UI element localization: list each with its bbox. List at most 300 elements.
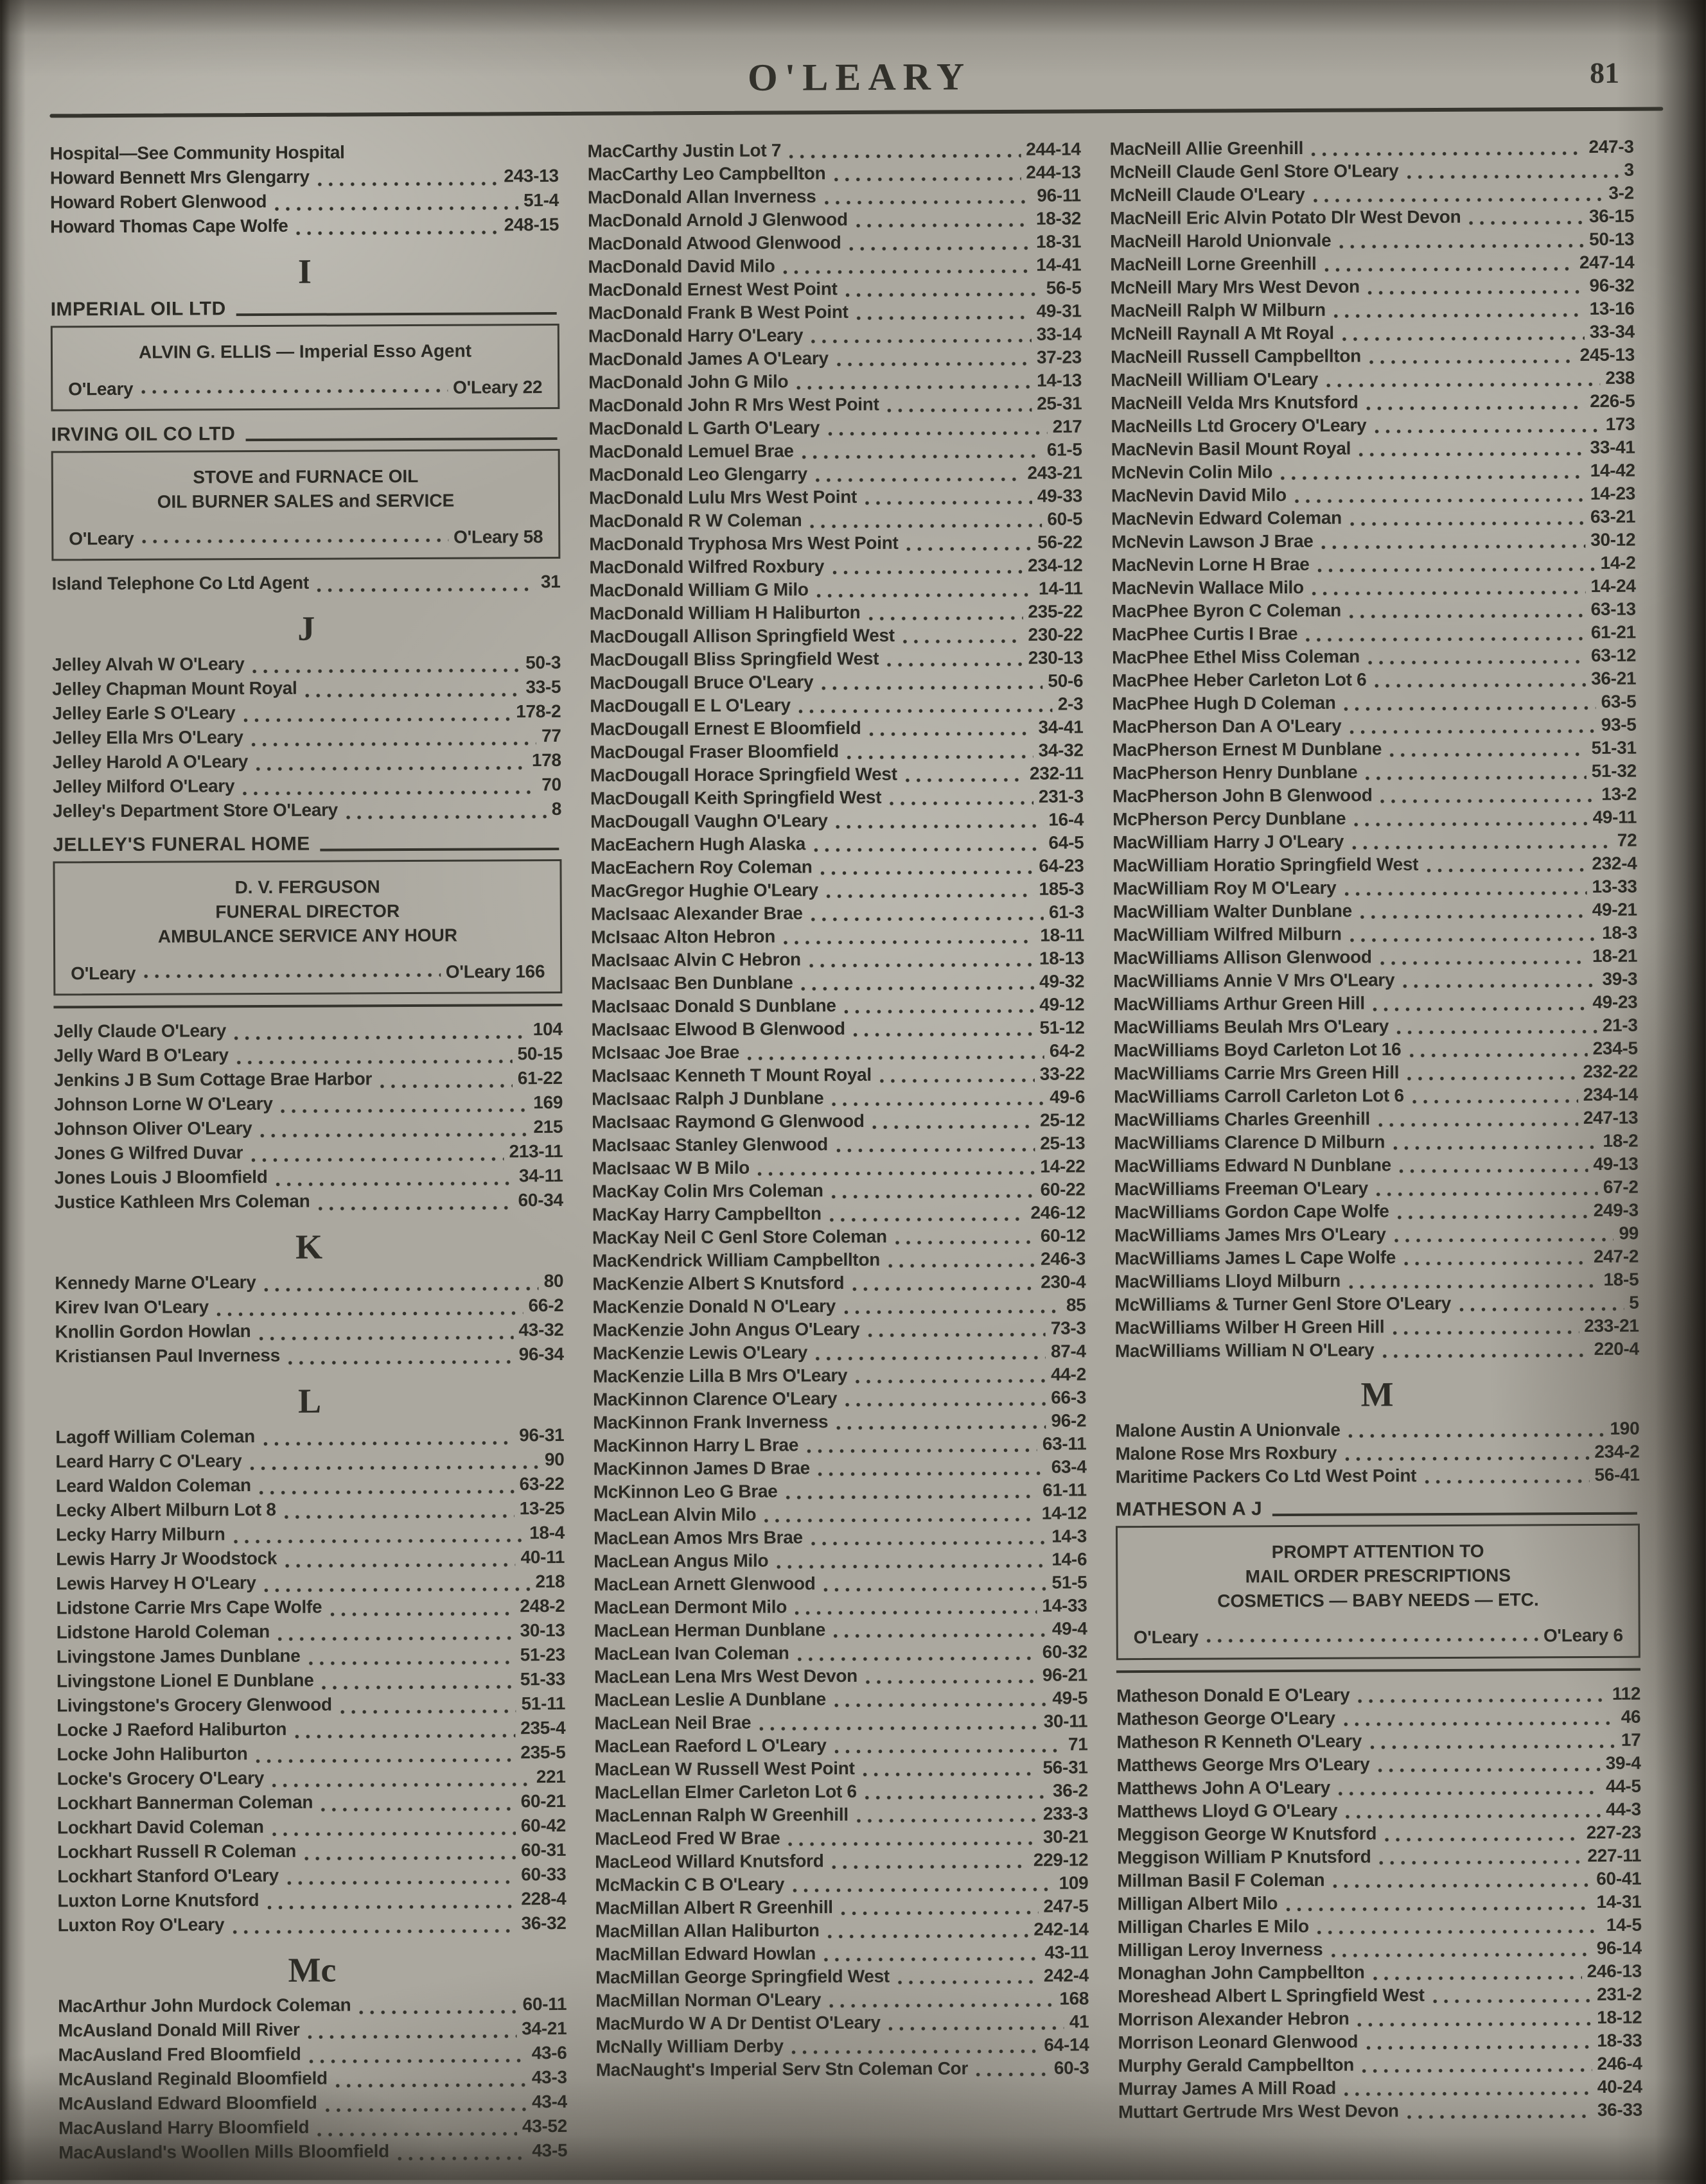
- dot-leader: [1379, 1860, 1583, 1865]
- entry-name: MacLean W Russell West Point: [594, 1758, 855, 1779]
- ad-title-rule: [245, 437, 557, 441]
- entry-number: 49-12: [1039, 994, 1085, 1015]
- entry-number: 49-33: [1037, 485, 1083, 506]
- dot-leader: [1369, 359, 1575, 364]
- entry-number: 243-21: [1027, 462, 1082, 483]
- entry-name: MacEachern Roy Coleman: [590, 857, 813, 878]
- entry-number: 60-31: [520, 1839, 567, 1860]
- directory-entry: [588, 416, 1082, 441]
- dot-leader: [277, 1636, 515, 1641]
- entry-name: McIsaac Joe Brae: [591, 1042, 740, 1063]
- dot-leader: [304, 692, 520, 697]
- entry-name: Luxton Lorne Knutsford: [57, 1889, 259, 1911]
- dot-leader: [267, 1904, 516, 1910]
- directory-entry: [58, 2092, 567, 2118]
- entry-name: MacWilliams Gordon Cape Wolfe: [1114, 1201, 1389, 1223]
- dot-leader: [256, 765, 527, 771]
- entry-number: 247-13: [1583, 1107, 1639, 1128]
- entry-number: 14-12: [1041, 1503, 1087, 1523]
- dot-leader: [308, 1660, 514, 1665]
- entry-number: 33-14: [1036, 324, 1082, 344]
- directory-entry: [54, 1068, 563, 1094]
- directory-entry: [593, 1410, 1086, 1435]
- entry-number: 244-13: [1026, 162, 1081, 182]
- entry-number: 63-22: [519, 1473, 565, 1494]
- entry-name: MacIsaac Stanley Glenwood: [592, 1134, 828, 1155]
- entry-number: 234-2: [1594, 1441, 1640, 1462]
- directory-entry: [55, 1271, 563, 1297]
- dot-leader: [798, 708, 1053, 714]
- entry-name: MacPherson Ernest M Dunblane: [1112, 738, 1382, 760]
- directory-entry: [1114, 1015, 1638, 1041]
- entry-name: Knollin Gordon Howlan: [55, 1320, 251, 1342]
- dot-leader: [272, 1782, 531, 1788]
- dot-leader: [889, 801, 1033, 806]
- entry-name: MacEachern Hugh Alaska: [590, 834, 806, 855]
- ad-line: STOVE and FURNACE OIL: [193, 466, 419, 487]
- entry-name: MacIsaac Ralph J Dunblane: [591, 1088, 824, 1109]
- entry-name: MacDougall Ernest E Bloomfield: [590, 717, 861, 739]
- entry-number: 33-34: [1589, 321, 1635, 342]
- entry-number: 246-4: [1597, 2053, 1642, 2074]
- dot-leader: [1349, 613, 1586, 619]
- entry-name: Johnson Lorne W O'Leary: [54, 1093, 273, 1115]
- dot-leader: [879, 1078, 1035, 1083]
- ad-phone: O'Leary 6: [1543, 1625, 1623, 1646]
- dot-leader: [1459, 1307, 1624, 1312]
- section-letter: K: [295, 1227, 323, 1266]
- directory-entry: [594, 1618, 1087, 1643]
- entry-number: 30-11: [1043, 1711, 1088, 1731]
- entry-name: MacNeill Eric Alvin Potato Dlr West Devon: [1110, 206, 1461, 229]
- dot-leader: [1330, 1952, 1591, 1958]
- directory-entry: [590, 832, 1084, 857]
- dot-leader: [236, 1059, 513, 1065]
- dot-leader: [886, 662, 1023, 667]
- ad-header: [51, 297, 559, 320]
- dot-leader: [1402, 983, 1597, 988]
- entry-number: 31: [540, 572, 561, 592]
- entry-number: 230-22: [1028, 624, 1083, 645]
- entry-name: Murray James A Mill Road: [1118, 2077, 1337, 2099]
- dot-leader: [855, 1379, 1046, 1384]
- entry-name: MacMillan Norman O'Leary: [595, 1989, 822, 2011]
- dot-leader: [843, 1309, 1061, 1315]
- directory-entry: [1112, 599, 1636, 625]
- directory-entry: [588, 162, 1081, 187]
- directory-entry: [1111, 484, 1635, 509]
- entry-number: 213-11: [509, 1140, 563, 1162]
- directory-entry: [592, 1040, 1085, 1065]
- entry-name: Murphy Gerald Campbellton: [1118, 2054, 1355, 2075]
- entry-number: 25-12: [1040, 1110, 1086, 1130]
- dot-leader: [1342, 336, 1585, 342]
- directory-entry: [594, 1711, 1087, 1736]
- dot-leader: [1345, 1813, 1601, 1819]
- entry-name: MacDonald John R Mrs West Point: [588, 394, 879, 415]
- directory-entry: [1111, 322, 1635, 347]
- entry-number: 234-14: [1583, 1084, 1639, 1105]
- dot-leader: [264, 1587, 531, 1593]
- entry-number: 218: [535, 1571, 565, 1592]
- entry-name: Leard Harry C O'Leary: [55, 1451, 242, 1472]
- dot-leader: [330, 1611, 514, 1616]
- dot-leader: [286, 1880, 516, 1885]
- ad-exchange-name: O'Leary: [1133, 1627, 1199, 1648]
- dot-leader: [1326, 382, 1600, 388]
- entry-name: Maritime Packers Co Ltd West Point: [1115, 1465, 1417, 1487]
- directory-entry: [57, 1815, 566, 1842]
- directory-entry: [589, 555, 1082, 580]
- dot-leader: [256, 1758, 516, 1763]
- entry-name: Morrison Alexander Hebron: [1118, 2008, 1350, 2029]
- directory-column: [1110, 137, 1642, 2125]
- entry-number: 51-32: [1591, 760, 1637, 781]
- entry-name: MacDonald R W Coleman: [589, 510, 802, 531]
- entry-name: Lecky Harry Milburn: [55, 1524, 225, 1545]
- dot-leader: [1367, 660, 1586, 665]
- directory-entry: [594, 1572, 1087, 1597]
- entry-name: MacDonald Allan Inverness: [587, 186, 816, 207]
- entry-name: Matthews Lloyd G O'Leary: [1116, 1800, 1338, 1821]
- directory-entry: [1112, 645, 1636, 671]
- entry-number: 235-22: [1028, 601, 1083, 622]
- directory-entry: [58, 2067, 567, 2093]
- directory-entry: [57, 1889, 566, 1915]
- entry-name: MacIsaac Elwood B Glenwood: [591, 1018, 845, 1040]
- ad-line: AMBULANCE SERVICE ANY HOUR: [157, 925, 458, 947]
- directory-entry: [57, 1718, 565, 1744]
- entry-number: 233-21: [1584, 1315, 1639, 1336]
- ad-line: OIL BURNER SALES and SERVICE: [157, 490, 455, 512]
- dot-leader: [281, 1108, 529, 1114]
- entry-name: MacDonald Lemuel Brae: [588, 441, 794, 462]
- entry-number: 60-33: [521, 1864, 567, 1885]
- entry-number: 235-4: [520, 1717, 566, 1738]
- ad-line: PROMPT ATTENTION TO: [1271, 1541, 1484, 1562]
- ad-phone: O'Leary 166: [445, 961, 545, 982]
- entry-name: MacWilliams Boyd Carleton Lot 16: [1113, 1039, 1402, 1061]
- dot-leader: [346, 814, 547, 819]
- directory-entry: [590, 578, 1083, 603]
- dot-leader: [288, 1359, 514, 1365]
- directory-entry: [590, 809, 1084, 834]
- directory-entry: [593, 1364, 1086, 1389]
- entry-number: 36-21: [1591, 668, 1637, 688]
- entry-name: Justice Kathleen Mrs Coleman: [54, 1191, 310, 1212]
- directory-entry: [594, 1549, 1087, 1574]
- entry-name: MacDougall Allison Springfield West: [589, 625, 895, 647]
- directory-entry: [1118, 1937, 1642, 1963]
- entry-number: 36-15: [1588, 205, 1635, 226]
- directory-entry: [1113, 900, 1637, 925]
- entry-number: 173: [1605, 414, 1635, 434]
- entry-name: Matthews George Mrs O'Leary: [1116, 1754, 1370, 1775]
- entry-name: Lockhart Stanford O'Leary: [57, 1865, 279, 1887]
- dot-leader: [764, 1517, 1037, 1523]
- directory-entry: [1110, 275, 1634, 301]
- entry-name: MacPherson Henry Dunblane: [1112, 762, 1358, 783]
- directory-entry: [1112, 738, 1637, 764]
- entry-name: MacDougall Bliss Springfield West: [590, 648, 879, 670]
- entry-name: MacWilliams Allison Glenwood: [1113, 947, 1372, 968]
- directory-entry: [1112, 692, 1636, 717]
- entry-name: MacWilliam Roy M O'Leary: [1112, 877, 1337, 899]
- entry-number: 99: [1619, 1223, 1639, 1243]
- directory-entry: [55, 1425, 564, 1451]
- directory-entry: [593, 1387, 1086, 1412]
- directory-entry: [592, 1295, 1086, 1320]
- directory-entry: [594, 1480, 1087, 1505]
- dot-leader: [833, 177, 1021, 182]
- dot-leader: [747, 1055, 1044, 1061]
- directory-entry: [588, 324, 1082, 349]
- entry-name: MacLeod Fred W Brae: [595, 1828, 780, 1849]
- entry-name: MacWilliam Horatio Springfield West: [1112, 854, 1419, 876]
- directory-entry: [1118, 1984, 1642, 2009]
- directory-entry: [595, 1873, 1088, 1898]
- entry-name: McKinnon Leo G Brae: [593, 1481, 778, 1502]
- entry-name: MacPherson John B Glenwood: [1112, 785, 1373, 807]
- directory-entry: [55, 1166, 563, 1192]
- dot-leader: [1468, 220, 1584, 225]
- entry-number: 230-4: [1041, 1271, 1086, 1292]
- dot-leader: [234, 1035, 528, 1040]
- dot-leader: [249, 1465, 540, 1471]
- dot-leader: [1333, 313, 1585, 319]
- entry-number: 50-15: [517, 1043, 563, 1064]
- directory-entry: [592, 1063, 1085, 1088]
- dot-leader: [845, 292, 1041, 297]
- entry-name: Luxton Roy O'Leary: [57, 1914, 225, 1935]
- entry-name: Lecky Albert Milburn Lot 8: [55, 1499, 276, 1521]
- entry-name: MacGregor Hughie O'Leary: [590, 880, 818, 901]
- dot-leader: [1338, 1790, 1601, 1796]
- directory-entry: [1111, 507, 1635, 532]
- directory-entry: [588, 139, 1081, 164]
- entry-number: 90: [544, 1449, 565, 1469]
- entry-name: MacMillan George Springfield West: [595, 1966, 890, 1987]
- dot-leader: [1305, 636, 1586, 642]
- dot-leader: [263, 1440, 514, 1446]
- entry-number: 44-3: [1605, 1799, 1641, 1819]
- entry-name: MacNeill Velda Mrs Knutsford: [1111, 392, 1359, 414]
- directory-entry: [1115, 1339, 1639, 1365]
- ad-box: [53, 859, 562, 995]
- entry-name: MacIsaac Alexander Brae: [590, 903, 803, 924]
- entry-name: Livingstone Lionel E Dunblane: [56, 1670, 314, 1691]
- entry-name: Howard Bennett Mrs Glengarry: [49, 166, 310, 188]
- dot-leader: [380, 1083, 513, 1088]
- directory-entry: [1116, 1706, 1640, 1732]
- directory-entry: [57, 1864, 566, 1891]
- entry-name: McWilliams & Turner Genl Store O'Leary: [1114, 1293, 1452, 1315]
- dot-leader: [1396, 1029, 1597, 1035]
- dot-leader: [335, 2083, 527, 2088]
- entry-name: MacWilliams Charles Greenhill: [1114, 1108, 1371, 1130]
- entry-name: MacLean Dermont Milo: [594, 1596, 787, 1618]
- section-letter: L: [297, 1381, 322, 1420]
- dot-leader: [259, 1489, 514, 1495]
- dot-leader: [895, 1240, 1035, 1245]
- dot-leader: [1348, 1433, 1605, 1438]
- entry-name: MacDonald Harry O'Leary: [588, 325, 804, 346]
- dot-leader: [821, 685, 1042, 691]
- entry-name: MacWilliam Wilfred Milburn: [1112, 923, 1342, 945]
- directory-entry: [1112, 668, 1636, 694]
- entry-name: Kirev Ivan O'Leary: [55, 1297, 209, 1318]
- entry-name: MacLean Raeford L O'Leary: [594, 1735, 827, 1756]
- entry-number: 64-23: [1039, 855, 1084, 876]
- entry-name: Jelley Harold A O'Leary: [52, 751, 249, 773]
- entry-number: 60-41: [1596, 1868, 1642, 1889]
- dot-leader: [791, 2049, 1039, 2055]
- directory-entry: [54, 1092, 563, 1119]
- directory-entry: [57, 1767, 566, 1793]
- ad-box: [1116, 1524, 1640, 1660]
- directory-entry: [53, 774, 561, 801]
- entry-name: Milligan Albert Milo: [1117, 1892, 1278, 1914]
- directory-entry: [58, 2140, 567, 2167]
- entry-name: Jones Louis J Bloomfield: [54, 1166, 268, 1188]
- directory-entry: [1111, 530, 1635, 555]
- dot-leader: [863, 1772, 1038, 1777]
- entry-number: 93-5: [1601, 714, 1637, 735]
- dot-leader: [1426, 868, 1587, 873]
- dot-leader: [1321, 544, 1586, 550]
- entry-name: MacAusland Harry Bloomfield: [58, 2117, 310, 2138]
- entry-name: MacNevin Basil Mount Royal: [1111, 438, 1351, 460]
- entry-name: MacWilliam Walter Dunblane: [1112, 900, 1352, 922]
- dot-leader: [827, 431, 1048, 436]
- dot-leader: [272, 1831, 516, 1837]
- dot-leader: [1394, 1237, 1614, 1243]
- dot-leader: [836, 1425, 1046, 1430]
- entry-number: 96-14: [1596, 1937, 1642, 1958]
- entry-number: 87-4: [1050, 1341, 1086, 1361]
- entry-name: Livingstone James Dunblane: [56, 1645, 301, 1667]
- entry-name: MacKenzie Lilla B Mrs O'Leary: [592, 1365, 848, 1386]
- dot-leader: [294, 1733, 515, 1739]
- entry-number: 178-2: [516, 701, 561, 722]
- entry-name: MacPhee Curtis I Brae: [1111, 623, 1298, 645]
- ad-phone: O'Leary 58: [453, 526, 543, 547]
- entry-number: 226-5: [1590, 390, 1635, 411]
- dot-leader: [872, 1124, 1035, 1130]
- dot-leader: [856, 315, 1032, 320]
- entry-name: Jelly Claude O'Leary: [53, 1020, 226, 1042]
- dot-leader: [832, 1864, 1028, 1869]
- entry-number: 61-5: [1046, 439, 1082, 460]
- entry-number: 37-23: [1036, 347, 1082, 367]
- directory-entry: [1111, 437, 1635, 463]
- entry-number: 14-42: [1590, 460, 1635, 480]
- entry-name: McNeill Raynall A Mt Royal: [1110, 322, 1334, 344]
- entry-name: Jelley Ella Mrs O'Leary: [52, 727, 243, 748]
- entry-name: Millman Basil F Coleman: [1117, 1869, 1325, 1891]
- entry-number: 18-2: [1603, 1130, 1639, 1151]
- entry-name: MacNeill Lorne Greenhill: [1110, 253, 1317, 275]
- directory-entry: [57, 1693, 565, 1720]
- entry-name: Locke John Haliburton: [57, 1743, 248, 1765]
- directory-entry: [588, 370, 1082, 395]
- directory-entry: [1112, 622, 1636, 648]
- directory-entry: [1111, 460, 1635, 486]
- entry-name: MacAusland's Woollen Mills Bloomfield: [58, 2141, 389, 2163]
- entry-name: Lidstone Carrie Mrs Cape Wolfe: [56, 1596, 322, 1618]
- directory-entry: [589, 532, 1082, 557]
- directory-entry: [590, 717, 1083, 742]
- dot-leader: [1350, 521, 1585, 527]
- directory-entry: [1112, 830, 1637, 856]
- entry-number: 51-12: [1039, 1017, 1085, 1038]
- entry-number: 96-2: [1051, 1410, 1087, 1431]
- entry-number: 234-5: [1592, 1038, 1638, 1058]
- entry-name: Monaghan John Campbellton: [1117, 1962, 1365, 1983]
- directory-entry: [594, 1526, 1087, 1551]
- entry-number: 178: [531, 750, 561, 771]
- directory-entry: [592, 1133, 1085, 1158]
- entry-name: Jelley Milford O'Leary: [52, 776, 235, 797]
- directory-entry: [588, 254, 1081, 279]
- dot-leader: [831, 1101, 1044, 1106]
- dot-leader: [274, 205, 518, 211]
- directory-entry: [591, 902, 1084, 927]
- directory-entry: [1110, 206, 1634, 232]
- entry-number: 63-5: [1601, 691, 1637, 712]
- dot-leader: [865, 1679, 1037, 1684]
- ad-title-rule: [321, 848, 559, 852]
- directory-entry: [1114, 1154, 1638, 1180]
- dot-leader: [783, 939, 1035, 945]
- entry-number: 233-3: [1042, 1803, 1088, 1824]
- dot-leader: [1366, 2045, 1592, 2050]
- directory-entry: [57, 1742, 565, 1769]
- ad-box: [51, 449, 561, 561]
- dot-leader: [887, 408, 1032, 413]
- directory-entry: [1114, 1108, 1638, 1133]
- entry-number: 18-5: [1603, 1269, 1639, 1289]
- entry-number: 43-52: [522, 2115, 568, 2136]
- directory-entry: [595, 2011, 1089, 2036]
- ad-box: [51, 324, 560, 412]
- directory-entry: [1116, 1729, 1640, 1755]
- entry-number: 49-5: [1052, 1688, 1088, 1708]
- directory-entry: [590, 855, 1084, 880]
- dot-leader: [787, 1841, 1038, 1847]
- entry-number: 96-34: [518, 1343, 564, 1365]
- entry-number: 34-11: [518, 1165, 563, 1186]
- page-title: O'LEARY: [747, 55, 972, 99]
- entry-number: 49-13: [1593, 1153, 1639, 1174]
- entry-number: 14-31: [1596, 1891, 1642, 1912]
- entry-number: 50-3: [525, 652, 561, 673]
- directory-entry: [55, 1344, 564, 1370]
- entry-number: 51-33: [520, 1668, 566, 1690]
- dot-leader: [1389, 752, 1586, 757]
- directory-entry: [1117, 1868, 1641, 1894]
- dot-leader: [1393, 1145, 1597, 1150]
- entry-name: Morrison Leonard Glenwood: [1118, 2031, 1359, 2052]
- entry-name: MacDougall Horace Springfield West: [590, 764, 897, 785]
- directory-entry: [1112, 853, 1637, 879]
- entry-name: Kennedy Marne O'Leary: [55, 1271, 256, 1293]
- dot-leader: [258, 1335, 513, 1341]
- directory-entry: [1113, 946, 1637, 972]
- entry-number: 44-5: [1605, 1776, 1641, 1796]
- dot-leader: [759, 1725, 1039, 1731]
- directory-entry: [56, 1571, 565, 1598]
